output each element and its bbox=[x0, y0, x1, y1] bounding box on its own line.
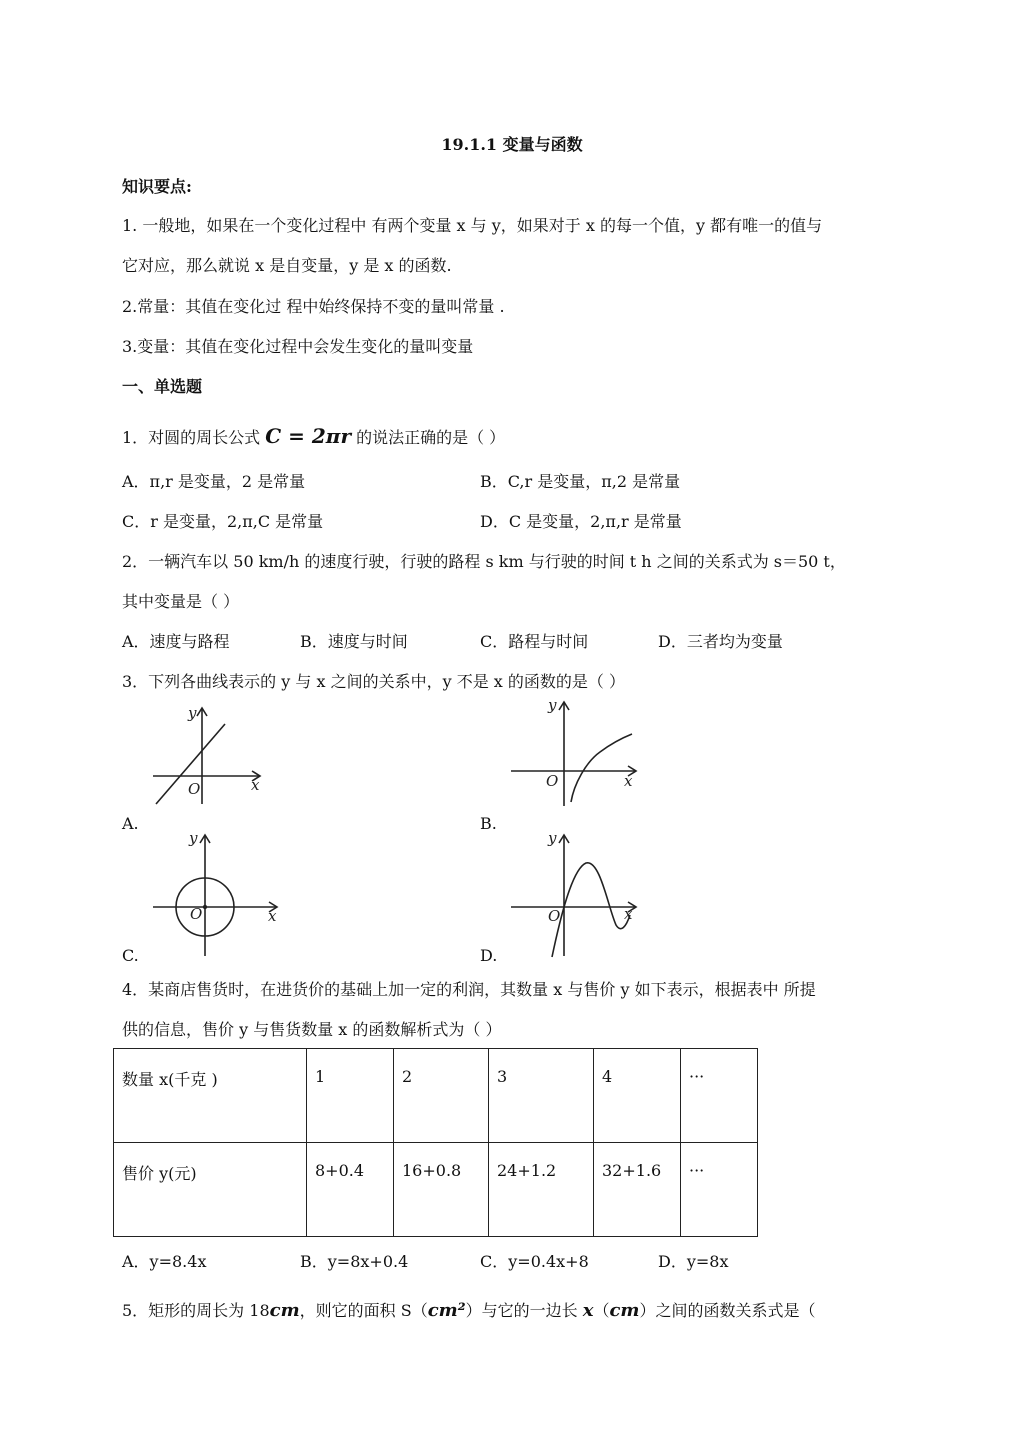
knowledge-p3: 3.变量：其值在变化过程中会发生变化的量叫变量 bbox=[122, 337, 474, 356]
q2-line1: 2．一辆汽车以 50 km/h 的速度行驶，行驶的路程 s km 与行驶的时间 t h 之间的关系式为 s＝50 t， bbox=[122, 552, 846, 571]
q3-graph-d[interactable] bbox=[508, 829, 638, 959]
q5-part1: 5．矩形的周长为 18 bbox=[122, 1301, 270, 1320]
q2-option-a[interactable]: A．速度与路程 bbox=[122, 632, 230, 651]
table-cell: 24+1.2 bbox=[489, 1143, 594, 1237]
q2-line2: 其中变量是（ ） bbox=[122, 592, 240, 611]
table-cell: ··· bbox=[681, 1143, 758, 1237]
knowledge-p1-line2: 它对应，那么就说 x 是自变量，y 是 x 的函数. bbox=[122, 256, 452, 275]
table-cell: 4 bbox=[594, 1049, 681, 1143]
q4-table bbox=[113, 1048, 758, 1237]
table-cell: ··· bbox=[681, 1049, 758, 1143]
q3-stem: 3．下列各曲线表示的 y 与 x 之间的关系中，y 不是 x 的函数的是（ ） bbox=[122, 672, 625, 691]
q1-stem bbox=[122, 424, 505, 448]
y-label: y bbox=[548, 829, 557, 847]
q5-part3: ）与它的一边长 bbox=[465, 1301, 578, 1320]
q4-option-a[interactable]: A．y=8.4x bbox=[122, 1252, 207, 1271]
x-label: x bbox=[268, 907, 277, 925]
q4-option-b[interactable]: B．y=8x+0.4 bbox=[300, 1252, 409, 1271]
origin-label: O bbox=[190, 905, 203, 923]
page-title: 19.1.1 变量与函数 bbox=[441, 135, 583, 154]
q1-option-c[interactable]: C．r 是变量，2,π,C 是常量 bbox=[122, 512, 324, 531]
q2-option-b[interactable]: B．速度与时间 bbox=[300, 632, 408, 651]
q2-option-d[interactable]: D．三者均为变量 bbox=[658, 632, 783, 651]
q4-option-d[interactable]: D．y=8x bbox=[658, 1252, 729, 1271]
q3-graph-a[interactable] bbox=[150, 704, 265, 809]
table-cell: 32+1.6 bbox=[594, 1143, 681, 1237]
q5-unit-cm-b: cm bbox=[609, 1300, 640, 1321]
q3-option-b[interactable]: B. bbox=[480, 814, 497, 833]
section-heading: 一、单选题 bbox=[122, 377, 203, 396]
q1-option-d[interactable]: D．C 是变量，2,π,r 是常量 bbox=[480, 512, 682, 531]
q4-line2: 供的信息，售价 y 与售货数量 x 的函数解析式为（ ） bbox=[122, 1020, 502, 1039]
log-curve bbox=[571, 734, 632, 802]
knowledge-p1-line1: 1. 一般地，如果在一个变化过程中 有两个变量 x 与 y，如果对于 x 的每一个值，y 都有唯一的值与 bbox=[122, 216, 823, 235]
q1-prefix: 1．对圆的周长公式 bbox=[122, 428, 261, 447]
y-label: y bbox=[188, 704, 197, 722]
q4-option-c[interactable]: C．y=0.4x+8 bbox=[480, 1252, 589, 1271]
table-cell: 2 bbox=[394, 1049, 489, 1143]
q3-graph-b[interactable] bbox=[508, 694, 638, 809]
x-label: x bbox=[624, 905, 633, 923]
q2-option-c[interactable]: C．路程与时间 bbox=[480, 632, 589, 651]
q5-part2: ，则它的面积 S（ bbox=[299, 1301, 428, 1320]
y-label: y bbox=[548, 696, 557, 714]
q1-formula: C = 2πr bbox=[265, 424, 351, 448]
q5-part4: （ bbox=[593, 1301, 610, 1320]
table-row bbox=[114, 1143, 758, 1237]
q5-unit-cm2: cm² bbox=[427, 1300, 466, 1321]
knowledge-heading: 知识要点: bbox=[122, 177, 192, 196]
q3-graph-c[interactable] bbox=[150, 829, 280, 959]
table-cell: 8+0.4 bbox=[307, 1143, 394, 1237]
table-cell: 3 bbox=[489, 1049, 594, 1143]
q5-part5: ）之间的函数关系式是（ bbox=[639, 1301, 816, 1320]
q1-option-a[interactable]: A．π,r 是变量，2 是常量 bbox=[122, 472, 306, 491]
q5-unit-cm: cm bbox=[269, 1300, 300, 1321]
q3-option-d[interactable]: D. bbox=[480, 946, 498, 965]
knowledge-p2: 2.常量：其值在变化过 程中始终保持不变的量叫常量 . bbox=[122, 297, 505, 316]
q4-line1: 4．某商店售货时，在进货价的基础上加一定的利润，其数量 x 与售价 y 如下表示，根据表中 所提 bbox=[122, 980, 816, 999]
table-cell: 售价 y(元) bbox=[114, 1143, 307, 1237]
x-label: x bbox=[624, 772, 633, 790]
q5-stem bbox=[122, 1298, 816, 1321]
table-cell: 16+0.8 bbox=[394, 1143, 489, 1237]
x-label: x bbox=[251, 776, 260, 794]
q5-var-x: x bbox=[582, 1300, 594, 1321]
q3-option-a[interactable]: A. bbox=[122, 814, 139, 833]
y-label: y bbox=[189, 829, 198, 847]
q1-option-b[interactable]: B．C,r 是变量，π,2 是常量 bbox=[480, 472, 681, 491]
table-cell: 数量 x(千克 ) bbox=[114, 1049, 307, 1143]
table-cell: 1 bbox=[307, 1049, 394, 1143]
table-row bbox=[114, 1049, 758, 1143]
q3-option-c[interactable]: C. bbox=[122, 946, 139, 965]
origin-dot bbox=[203, 905, 207, 909]
origin-label: O bbox=[548, 907, 561, 925]
q1-suffix: 的说法正确的是（ ） bbox=[356, 428, 506, 447]
origin-label: O bbox=[546, 772, 559, 790]
origin-label: O bbox=[188, 780, 201, 798]
